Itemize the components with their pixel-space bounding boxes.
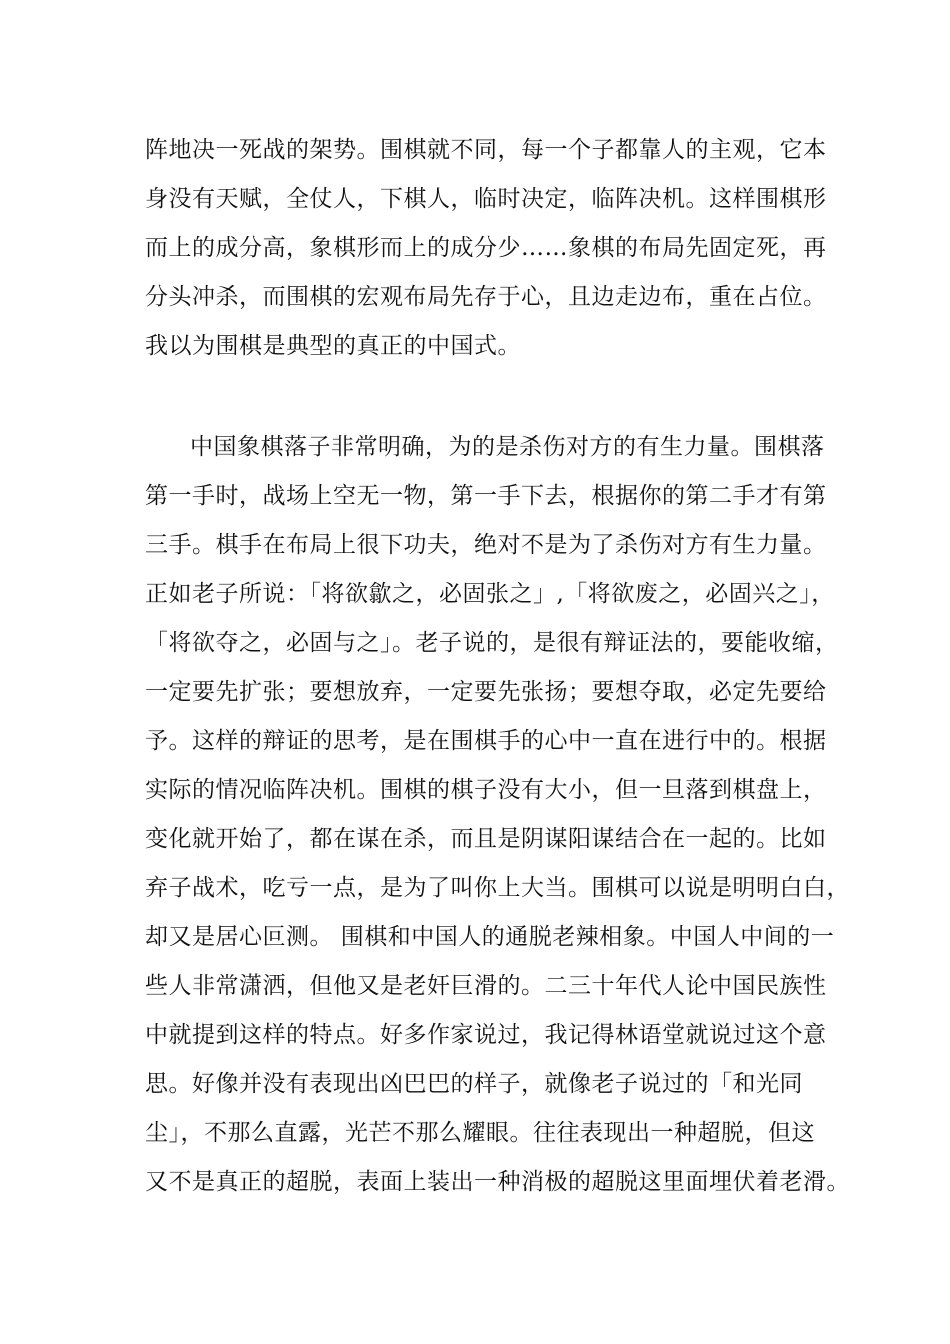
text-line: 中国象棋落子非常明确，为的是杀伤对方的有生力量。围棋落: [190, 434, 825, 460]
text-line: 予。这样的辩证的思考，是在围棋手的心中一直在进行中的。根据: [145, 728, 827, 754]
text-line: 却又是居心叵测。 围棋和中国人的通脱老辣相象。中国人中间的一: [145, 924, 835, 950]
text-line: 思。好像并没有表现出凶巴巴的样子，就像老子说过的「和光同: [145, 1071, 803, 1097]
text-line: 「将欲夺之，必固与之」。老子说的，是很有辩证法的，要能收缩，: [145, 630, 839, 656]
text-line: 我以为围棋是典型的真正的中国式。: [145, 333, 521, 359]
text-line: 阵地决一死战的架势。围棋就不同，每一个子都靠人的主观，它本: [145, 137, 827, 163]
text-line: 些人非常潇洒，但他又是老奸巨滑的。二三十年代人论中国民族性: [145, 973, 827, 999]
text-line: 分头冲杀，而围棋的宏观布局先存于心，且边走边布，重在占位。: [145, 284, 827, 310]
text-line: 正如老子所说：「将欲歙之，必固张之」,「将欲废之，必固兴之」，: [145, 581, 835, 607]
text-line: 实际的情况临阵决机。围棋的棋子没有大小，但一旦落到棋盘上，: [145, 777, 827, 803]
text-line: 一定要先扩张；要想放弃，一定要先张扬；要想夺取，必定先要给: [145, 679, 827, 705]
text-line: 第一手时，战场上空无一物，第一手下去，根据你的第二手才有第: [145, 483, 827, 509]
text-line: 尘」，不那么直露，光芒不那么耀眼。往往表现出一种超脱，但这: [145, 1120, 815, 1146]
text-line: 弃子战术，吃亏一点，是为了叫你上大当。围棋可以说是明明白白，: [145, 875, 850, 901]
text-line: 又不是真正的超脱，表面上装出一种消极的超脱这里面埋伏着老滑。: [145, 1169, 850, 1195]
text-line: 变化就开始了，都在谋在杀，而且是阴谋阳谋结合在一起的。比如: [145, 826, 827, 852]
text-line: 身没有天赋，全仗人，下棋人，临时决定，临阵决机。这样围棋形: [145, 186, 827, 212]
text-line: 三手。棋手在布局上很下功夫，绝对不是为了杀伤对方有生力量。: [145, 532, 827, 558]
text-line: 而上的成分高，象棋形而上的成分少……象棋的布局先固定死，再: [145, 235, 827, 261]
text-line: 中就提到这样的特点。好多作家说过，我记得林语堂就说过这个意: [145, 1022, 827, 1048]
